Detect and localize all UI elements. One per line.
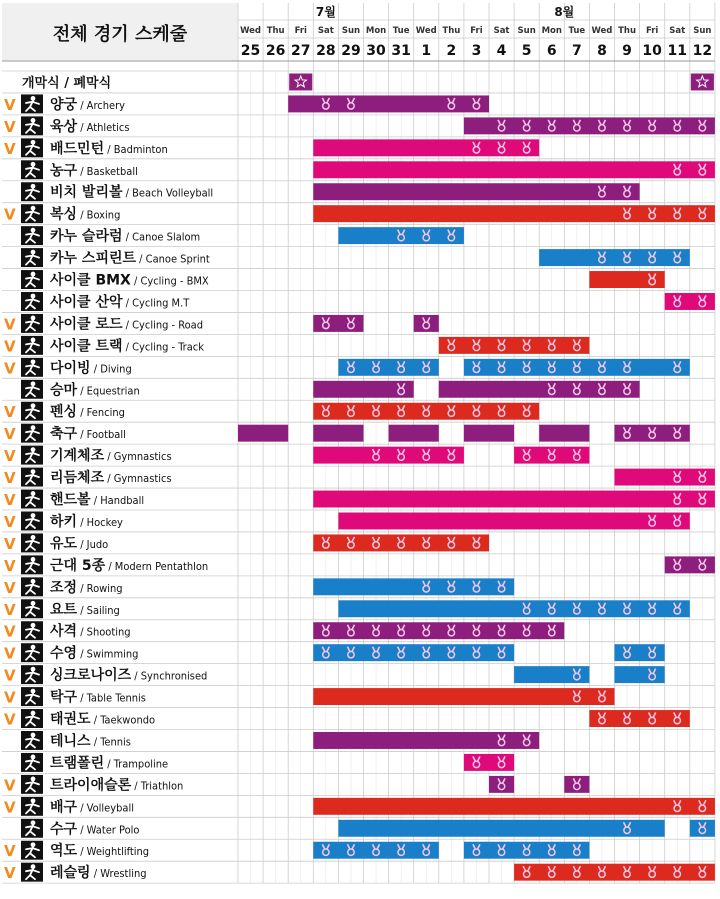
trampoline-icon bbox=[21, 753, 43, 772]
sport-label bbox=[50, 689, 146, 706]
selected-check-mark: V bbox=[4, 337, 16, 356]
grid-lines bbox=[2, 3, 715, 883]
weekday-label: Sat bbox=[669, 26, 686, 36]
selected-check-mark: V bbox=[4, 534, 16, 553]
sport-name-ko: 사이클 로드 bbox=[50, 316, 123, 333]
sport-name-en: / Table Tennis bbox=[77, 691, 146, 705]
selected-check-mark: V bbox=[4, 710, 16, 729]
sport-name-en: / Shooting bbox=[77, 625, 131, 639]
sport-name-ko: 승마 bbox=[50, 382, 78, 399]
selected-check-mark: V bbox=[4, 600, 16, 619]
synchronised-swimming-icon bbox=[21, 665, 43, 684]
football-icon bbox=[21, 424, 43, 443]
wrestling-icon bbox=[21, 863, 43, 882]
sport-name-en: / Trampoline bbox=[104, 757, 169, 771]
sport-name-en: / Boxing bbox=[77, 208, 121, 222]
sport-name-ko: 태권도 bbox=[50, 711, 91, 728]
canoe-sprint-icon bbox=[21, 248, 43, 267]
weekday-label: Tue bbox=[392, 26, 410, 36]
sport-name-en: / Weightlifting bbox=[77, 845, 150, 859]
day-label: 6 bbox=[546, 43, 557, 59]
sport-name-en: / Hockey bbox=[77, 515, 123, 529]
sport-name-en: / Archery bbox=[77, 98, 125, 112]
event-bar bbox=[313, 798, 715, 815]
event-bar bbox=[313, 161, 715, 178]
sport-label bbox=[50, 776, 183, 793]
weekday-label: Fri bbox=[470, 26, 483, 36]
event-bar bbox=[313, 139, 539, 156]
weekday-label: Wed bbox=[415, 26, 437, 36]
sport-label bbox=[50, 293, 190, 310]
sport-label bbox=[50, 184, 213, 201]
day-label: 3 bbox=[471, 43, 482, 59]
event-bar bbox=[665, 556, 715, 573]
rhythmic-gymnastics-icon bbox=[21, 468, 43, 487]
sport-name-en: / Synchronised bbox=[131, 669, 208, 683]
hockey-icon bbox=[21, 512, 43, 531]
sport-label bbox=[50, 425, 126, 442]
selected-check-mark: V bbox=[4, 864, 16, 883]
fencing-icon bbox=[21, 402, 43, 421]
sport-name-ko: 트램폴린 bbox=[50, 755, 105, 772]
sport-name-ko: 비치 발리볼 bbox=[50, 184, 123, 201]
sport-label bbox=[49, 513, 123, 530]
weekday-label: Sun bbox=[693, 26, 712, 36]
sport-name-ko: 요트 bbox=[50, 601, 78, 618]
sport-name-ko: 조정 bbox=[50, 579, 78, 596]
weekday-label: Fri bbox=[645, 26, 659, 36]
swimming-icon bbox=[21, 643, 43, 662]
event-bar bbox=[514, 864, 715, 881]
event-bar bbox=[313, 315, 363, 332]
sport-name-ko: 역도 bbox=[50, 843, 78, 860]
sport-name-ko: 수영 bbox=[50, 645, 78, 662]
weekday-label: Fri bbox=[294, 26, 307, 36]
sport-label bbox=[50, 140, 168, 157]
event-bar bbox=[615, 666, 665, 683]
sport-name-ko: 리듬체조 bbox=[50, 470, 105, 487]
sport-name-en: / Cycling M.T bbox=[122, 296, 190, 310]
event-bar bbox=[439, 381, 640, 398]
weekday-label: Wed bbox=[591, 26, 613, 36]
rowing-icon bbox=[21, 577, 43, 596]
selected-check-mark: V bbox=[4, 622, 16, 641]
table-tennis-icon bbox=[21, 687, 43, 706]
event-bar bbox=[389, 425, 439, 442]
selected-check-mark: V bbox=[4, 776, 16, 795]
ceremony-label: 개막식 / 폐막식 bbox=[22, 75, 112, 91]
sport-name-en: / Basketball bbox=[77, 164, 138, 178]
selected-check-mark: V bbox=[4, 425, 16, 444]
selected-check-mark: V bbox=[4, 644, 16, 663]
weekday-label: Thu bbox=[266, 26, 285, 36]
sport-label bbox=[50, 579, 123, 596]
sport-label bbox=[50, 381, 140, 398]
day-label: 2 bbox=[446, 43, 457, 59]
selected-check-mark: V bbox=[4, 666, 16, 685]
volleyball-icon bbox=[21, 797, 43, 816]
sport-name-ko: 펜싱 bbox=[50, 404, 78, 421]
weekday-label: Sat bbox=[493, 26, 510, 36]
shooting-icon bbox=[21, 621, 43, 640]
sport-label bbox=[50, 228, 200, 245]
sport-name-en: / Gymnastics bbox=[104, 450, 172, 464]
event-bar bbox=[313, 491, 715, 508]
sport-name-en: / Gymnastics bbox=[104, 472, 172, 486]
date-header bbox=[240, 4, 712, 59]
event-bar bbox=[313, 688, 614, 705]
sport-name-en: / Rowing bbox=[77, 581, 123, 595]
sport-label bbox=[50, 491, 144, 508]
weekday-label: Mon bbox=[365, 26, 387, 36]
sport-name-en: / Taekwondo bbox=[90, 713, 156, 727]
cycling-road-icon bbox=[21, 314, 43, 333]
sport-label bbox=[50, 96, 125, 113]
sport-name-en: / Sailing bbox=[77, 603, 120, 617]
event-bar bbox=[514, 666, 589, 683]
sport-name-en: / Beach Volleyball bbox=[122, 186, 214, 200]
sport-label bbox=[50, 163, 138, 179]
event-bar bbox=[313, 578, 514, 595]
event-bar bbox=[615, 644, 665, 661]
sport-name-en: / Football bbox=[77, 428, 126, 442]
sport-label bbox=[50, 754, 168, 771]
sport-name-en: / Cycling - Road bbox=[122, 318, 204, 332]
handball-icon bbox=[21, 490, 43, 509]
sport-label bbox=[50, 206, 120, 223]
day-label: 25 bbox=[240, 43, 261, 59]
sport-name-ko: 농구 bbox=[50, 162, 78, 179]
weekday-label: Mon bbox=[541, 26, 562, 36]
sport-name-ko: 축구 bbox=[50, 426, 78, 443]
selected-check-mark: V bbox=[4, 798, 16, 817]
weekday-label: Thu bbox=[618, 26, 637, 36]
selected-check-mark: V bbox=[4, 556, 16, 575]
sport-name-en: / Wrestling bbox=[90, 867, 147, 881]
sport-name-en: / Water Polo bbox=[77, 823, 140, 837]
weekday-label: Thu bbox=[442, 26, 461, 36]
sport-name-en: / Triathlon bbox=[131, 779, 184, 793]
event-bar bbox=[464, 425, 514, 442]
sport-label bbox=[50, 732, 131, 749]
selected-check-mark: V bbox=[4, 139, 16, 158]
sport-name-ko: 양궁 bbox=[50, 96, 78, 113]
sport-label bbox=[50, 469, 172, 486]
sport-name-ko: 사격 bbox=[50, 623, 78, 640]
triathlon-icon bbox=[21, 775, 43, 794]
sport-label bbox=[50, 337, 204, 354]
day-label: 1 bbox=[421, 43, 432, 59]
beach-volleyball-icon bbox=[21, 182, 43, 201]
day-label: 30 bbox=[366, 43, 386, 59]
sport-name-en: / Fencing bbox=[77, 406, 125, 420]
sport-label bbox=[50, 118, 129, 135]
sport-label bbox=[50, 536, 108, 552]
basketball-icon bbox=[21, 160, 43, 179]
selected-check-mark: V bbox=[4, 578, 16, 597]
selected-check-mark: V bbox=[4, 842, 16, 861]
day-label: 26 bbox=[265, 43, 286, 59]
selected-check-mark: V bbox=[4, 205, 16, 224]
weekday-label: Sat bbox=[317, 26, 334, 36]
event-bar bbox=[464, 754, 514, 771]
selected-check-mark: V bbox=[4, 447, 16, 466]
sport-name-ko: 복싱 bbox=[50, 206, 78, 223]
event-bar bbox=[313, 732, 539, 749]
tennis-icon bbox=[21, 731, 43, 750]
archery-icon bbox=[21, 94, 43, 113]
event-bar bbox=[665, 293, 715, 310]
sport-label bbox=[50, 250, 210, 267]
weekday-label: Wed bbox=[240, 26, 262, 36]
sport-name-ko: 수구 bbox=[50, 821, 78, 838]
sport-name-ko: 싱크로나이즈 bbox=[50, 667, 132, 684]
selected-check-mark: V bbox=[4, 95, 16, 114]
event-bar bbox=[313, 447, 464, 464]
sport-name-ko: 카누 슬라럼 bbox=[50, 228, 123, 245]
sport-name-ko: 배드민턴 bbox=[50, 140, 105, 157]
day-label: 28 bbox=[316, 43, 336, 59]
sport-name-ko: 사이클 BMX bbox=[50, 272, 131, 289]
cycling-mt-icon bbox=[21, 292, 43, 311]
day-label: 5 bbox=[521, 43, 532, 59]
month-label: 7월 bbox=[315, 5, 336, 19]
sailing-icon bbox=[21, 599, 43, 618]
event-bar bbox=[313, 425, 363, 442]
chart-title: 전체 경기 스케줄 bbox=[52, 24, 188, 45]
event-bar bbox=[338, 513, 689, 530]
day-label: 4 bbox=[496, 43, 507, 59]
selected-check-mark: V bbox=[4, 117, 16, 136]
sport-name-ko: 배구 bbox=[50, 799, 78, 816]
cycling-track-icon bbox=[21, 336, 43, 355]
sport-name-en: / Cycling - BMX bbox=[130, 274, 209, 288]
day-label: 27 bbox=[291, 43, 311, 59]
sport-name-ko: 레슬링 bbox=[50, 865, 91, 882]
boxing-icon bbox=[21, 204, 43, 223]
sport-label bbox=[50, 272, 209, 289]
day-label: 31 bbox=[391, 43, 411, 59]
sport-name-ko: 핸드볼 bbox=[50, 492, 91, 509]
judo-icon bbox=[21, 533, 43, 552]
month-label: 8월 bbox=[554, 5, 575, 19]
water-polo-icon bbox=[21, 819, 43, 838]
selected-check-mark: V bbox=[4, 403, 16, 422]
sport-label bbox=[50, 645, 138, 662]
sport-name-en: / Equestrian bbox=[77, 384, 140, 398]
day-label: 11 bbox=[667, 43, 687, 59]
sport-name-en: / Volleyball bbox=[77, 801, 134, 815]
weekday-label: Sun bbox=[341, 26, 361, 36]
sport-name-ko: 트라이애슬론 bbox=[50, 777, 132, 794]
event-bar bbox=[313, 183, 639, 200]
sport-name-ko: 사이클 산악 bbox=[50, 294, 123, 311]
sport-name-en: / Judo bbox=[77, 537, 109, 551]
sport-name-ko: 기계체조 bbox=[50, 448, 105, 465]
athletics-icon bbox=[21, 116, 43, 135]
selected-check-mark: V bbox=[4, 688, 16, 707]
canoe-slalom-icon bbox=[21, 226, 43, 245]
badminton-icon bbox=[21, 138, 43, 157]
diving-icon bbox=[21, 358, 43, 377]
cycling-bmx-icon bbox=[21, 270, 43, 289]
event-bar bbox=[539, 249, 690, 266]
sport-name-en: / Badminton bbox=[104, 142, 168, 156]
day-label: 29 bbox=[341, 43, 361, 59]
selected-check-mark: V bbox=[4, 359, 16, 378]
event-bar bbox=[288, 95, 489, 112]
event-bar bbox=[313, 644, 514, 661]
sport-label bbox=[50, 447, 172, 464]
sport-label bbox=[50, 359, 132, 376]
sport-name-en: / Modern Pentathlon bbox=[105, 559, 209, 573]
selected-check-mark: V bbox=[4, 491, 16, 510]
sport-name-en: / Canoe Sprint bbox=[136, 252, 210, 266]
event-bar bbox=[238, 425, 288, 442]
sport-name-en: / Swimming bbox=[77, 647, 139, 661]
sport-label bbox=[50, 667, 207, 684]
sport-label bbox=[50, 821, 139, 837]
day-label: 7 bbox=[571, 43, 582, 59]
sport-name-en: / Handball bbox=[90, 494, 145, 508]
sport-label bbox=[50, 602, 120, 618]
selected-check-mark: V bbox=[4, 315, 16, 334]
weekday-label: Tue bbox=[568, 26, 586, 36]
day-label: 12 bbox=[692, 43, 713, 59]
artistic-gymnastics-icon bbox=[21, 446, 43, 465]
sport-name-ko: 근대 5종 bbox=[50, 557, 106, 574]
sport-name-ko: 유도 bbox=[50, 535, 78, 552]
sport-name-ko: 테니스 bbox=[50, 733, 91, 750]
sport-label bbox=[50, 798, 134, 815]
sport-name-en: / Diving bbox=[90, 362, 132, 376]
weekday-label: Sun bbox=[517, 26, 536, 36]
equestrian-icon bbox=[21, 380, 43, 399]
sport-name-en: / Athletics bbox=[77, 120, 130, 134]
taekwondo-icon bbox=[21, 709, 43, 728]
sport-name-ko: 다이빙 bbox=[50, 360, 91, 377]
event-bar bbox=[338, 820, 664, 837]
sport-name-ko: 탁구 bbox=[50, 689, 78, 706]
sport-labels bbox=[4, 75, 213, 882]
sport-name-ko: 육상 bbox=[50, 118, 78, 135]
day-label: 10 bbox=[642, 43, 662, 59]
sport-label bbox=[50, 315, 203, 332]
sport-label bbox=[50, 623, 131, 640]
sport-label bbox=[50, 842, 149, 859]
modern-pentathlon-icon bbox=[21, 555, 43, 574]
day-label: 9 bbox=[622, 43, 632, 59]
event-bar bbox=[439, 337, 590, 354]
sport-label bbox=[50, 403, 125, 420]
sport-label bbox=[50, 557, 208, 574]
sport-label bbox=[50, 864, 147, 881]
sport-name-en: / Tennis bbox=[90, 735, 131, 749]
event-bar bbox=[539, 425, 589, 442]
sport-name-en: / Cycling - Track bbox=[122, 340, 204, 354]
sport-name-en: / Canoe Slalom bbox=[122, 230, 201, 244]
event-bar bbox=[589, 271, 664, 288]
sport-label bbox=[50, 711, 155, 728]
sport-name-ko: 하키 bbox=[50, 513, 78, 530]
selected-check-mark: V bbox=[4, 512, 16, 531]
selected-check-mark: V bbox=[4, 469, 16, 488]
sport-name-ko: 카누 스피린트 bbox=[50, 250, 137, 267]
day-label: 8 bbox=[597, 43, 607, 59]
sport-name-ko: 사이클 트랙 bbox=[50, 338, 123, 355]
event-bar bbox=[338, 600, 689, 617]
weightlifting-icon bbox=[21, 841, 43, 860]
